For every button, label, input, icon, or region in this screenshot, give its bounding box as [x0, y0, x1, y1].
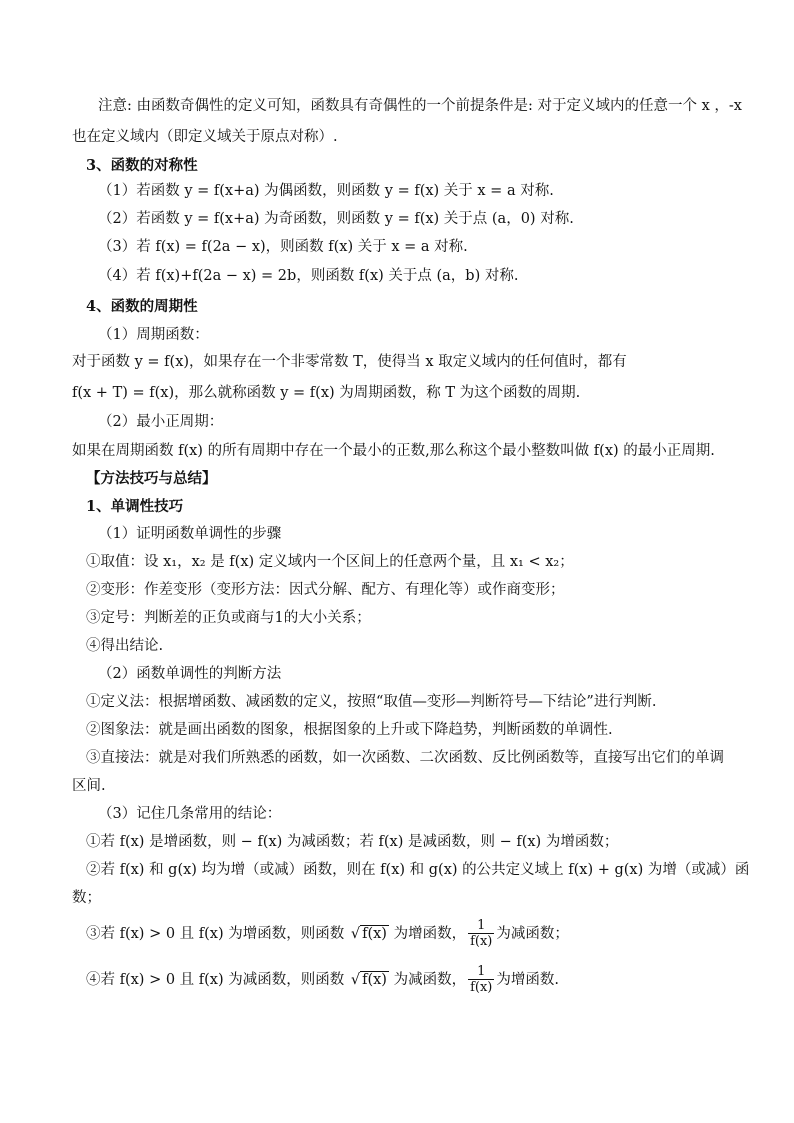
judgement-method-3-line-2: 区间.	[72, 778, 106, 794]
symmetry-item-2: （2）若函数 y = f(x+a) 为奇函数，则函数 y = f(x) 关于点 (a，0) 对称.	[98, 211, 574, 227]
reciprocal-fraction	[468, 965, 494, 995]
symmetry-item-1: （1）若函数 y = f(x+a) 为偶函数，则函数 y = f(x) 关于 x = a 对称.	[98, 183, 554, 199]
section-heading-periodicity: 4、函数的周期性	[86, 298, 198, 315]
conclusion-3	[86, 917, 569, 951]
judgement-methods-heading: （2）函数单调性的判断方法	[98, 666, 282, 682]
sqrt-radicand: f(x)	[362, 926, 387, 942]
proof-step-3: ③定号：判断差的正负或商与1的大小关系；	[86, 610, 371, 626]
periodic-definition-line-2: f(x + T) = f(x)，那么就称函数 y = f(x) 为周期函数，称 T 为这个函数的周期.	[72, 385, 581, 401]
conclusion-4-mid: 为减函数，	[388, 972, 467, 988]
note-line-2: 也在定义域内（即定义域关于原点对称）.	[72, 129, 338, 145]
reciprocal-fraction	[468, 919, 494, 949]
fraction-numerator: 1	[468, 919, 494, 934]
conclusion-3-mid: 为增函数，	[388, 926, 467, 942]
sqrt-radicand: f(x)	[362, 972, 387, 988]
section-heading-monotonicity: 1、单调性技巧	[86, 498, 184, 515]
proof-step-4: ④得出结论.	[86, 638, 164, 654]
periodic-definition-line-1: 对于函数 y = f(x)，如果存在一个非零常数 T，使得当 x 取定义域内的任何值时，都有	[72, 354, 627, 370]
conclusion-4-post: 为增函数.	[496, 972, 559, 988]
proof-step-1: ①取值：设 x₁，x₂ 是 f(x) 定义域内一个区间上的任意两个量，且 x₁ < x₂；	[86, 554, 574, 570]
symmetry-item-4: （4）若 f(x)+f(2a − x) = 2b，则函数 f(x) 关于点 (a，b) 对称.	[98, 268, 519, 284]
symmetry-item-3: （3）若 f(x) = f(2a − x)，则函数 f(x) 关于 x = a 对称.	[98, 239, 468, 255]
proof-steps-heading: （1）证明函数单调性的步骤	[98, 526, 282, 542]
sqrt-expression	[351, 963, 389, 997]
conclusion-2-line-1: ②若 f(x) 和 g(x) 均为增（或减）函数，则在 f(x) 和 g(x) 的公共定义域上 f(x) + g(x) 为增（或减）函	[86, 862, 750, 878]
section-heading-symmetry: 3、函数的对称性	[86, 157, 198, 174]
conclusions-heading: （3）记住几条常用的结论：	[98, 806, 282, 822]
periodic-subheading-2: （2）最小正周期：	[98, 414, 224, 430]
conclusion-3-pre: ③若 f(x) > 0 且 f(x) 为增函数，则函数	[86, 926, 349, 942]
fraction-denominator: f(x)	[470, 980, 493, 995]
section-heading-methods: 【方法技巧与总结】	[86, 470, 217, 487]
judgement-method-1: ①定义法：根据增函数、减函数的定义，按照“取值—变形—判断符号—下结论”进行判断.	[86, 694, 657, 710]
judgement-method-3-line-1: ③直接法：就是对我们所熟悉的函数，如一次函数、二次函数、反比例函数等，直接写出它们的单调	[86, 750, 724, 766]
conclusion-1: ①若 f(x) 是增函数，则 − f(x) 为减函数；若 f(x) 是减函数，则 − f(x) 为增函数；	[86, 834, 619, 850]
sqrt-symbol: √	[350, 926, 361, 942]
periodic-subheading-1: （1）周期函数：	[98, 327, 209, 343]
conclusion-4	[86, 963, 559, 997]
conclusion-2-line-2: 数；	[72, 890, 101, 906]
judgement-method-2: ②图象法：就是画出函数的图象，根据图象的上升或下降趋势，判断函数的单调性.	[86, 722, 613, 738]
min-period-definition: 如果在周期函数 f(x) 的所有周期中存在一个最小的正数,那么称这个最小整数叫做 f(x) 的最小正周期.	[72, 443, 715, 459]
fraction-numerator: 1	[468, 965, 494, 980]
fraction-denominator: f(x)	[470, 934, 493, 949]
conclusion-4-pre: ④若 f(x) > 0 且 f(x) 为减函数，则函数	[86, 972, 349, 988]
sqrt-symbol: √	[350, 972, 361, 988]
note-line-1: 注意: 由函数奇偶性的定义可知，函数具有奇偶性的一个前提条件是: 对于定义域内的任意一个 x ，-x	[98, 98, 742, 114]
sqrt-expression	[351, 917, 389, 951]
conclusion-3-post: 为减函数；	[496, 926, 569, 942]
proof-step-2: ②变形：作差变形（变形方法：因式分解、配方、有理化等）或作商变形；	[86, 582, 565, 598]
